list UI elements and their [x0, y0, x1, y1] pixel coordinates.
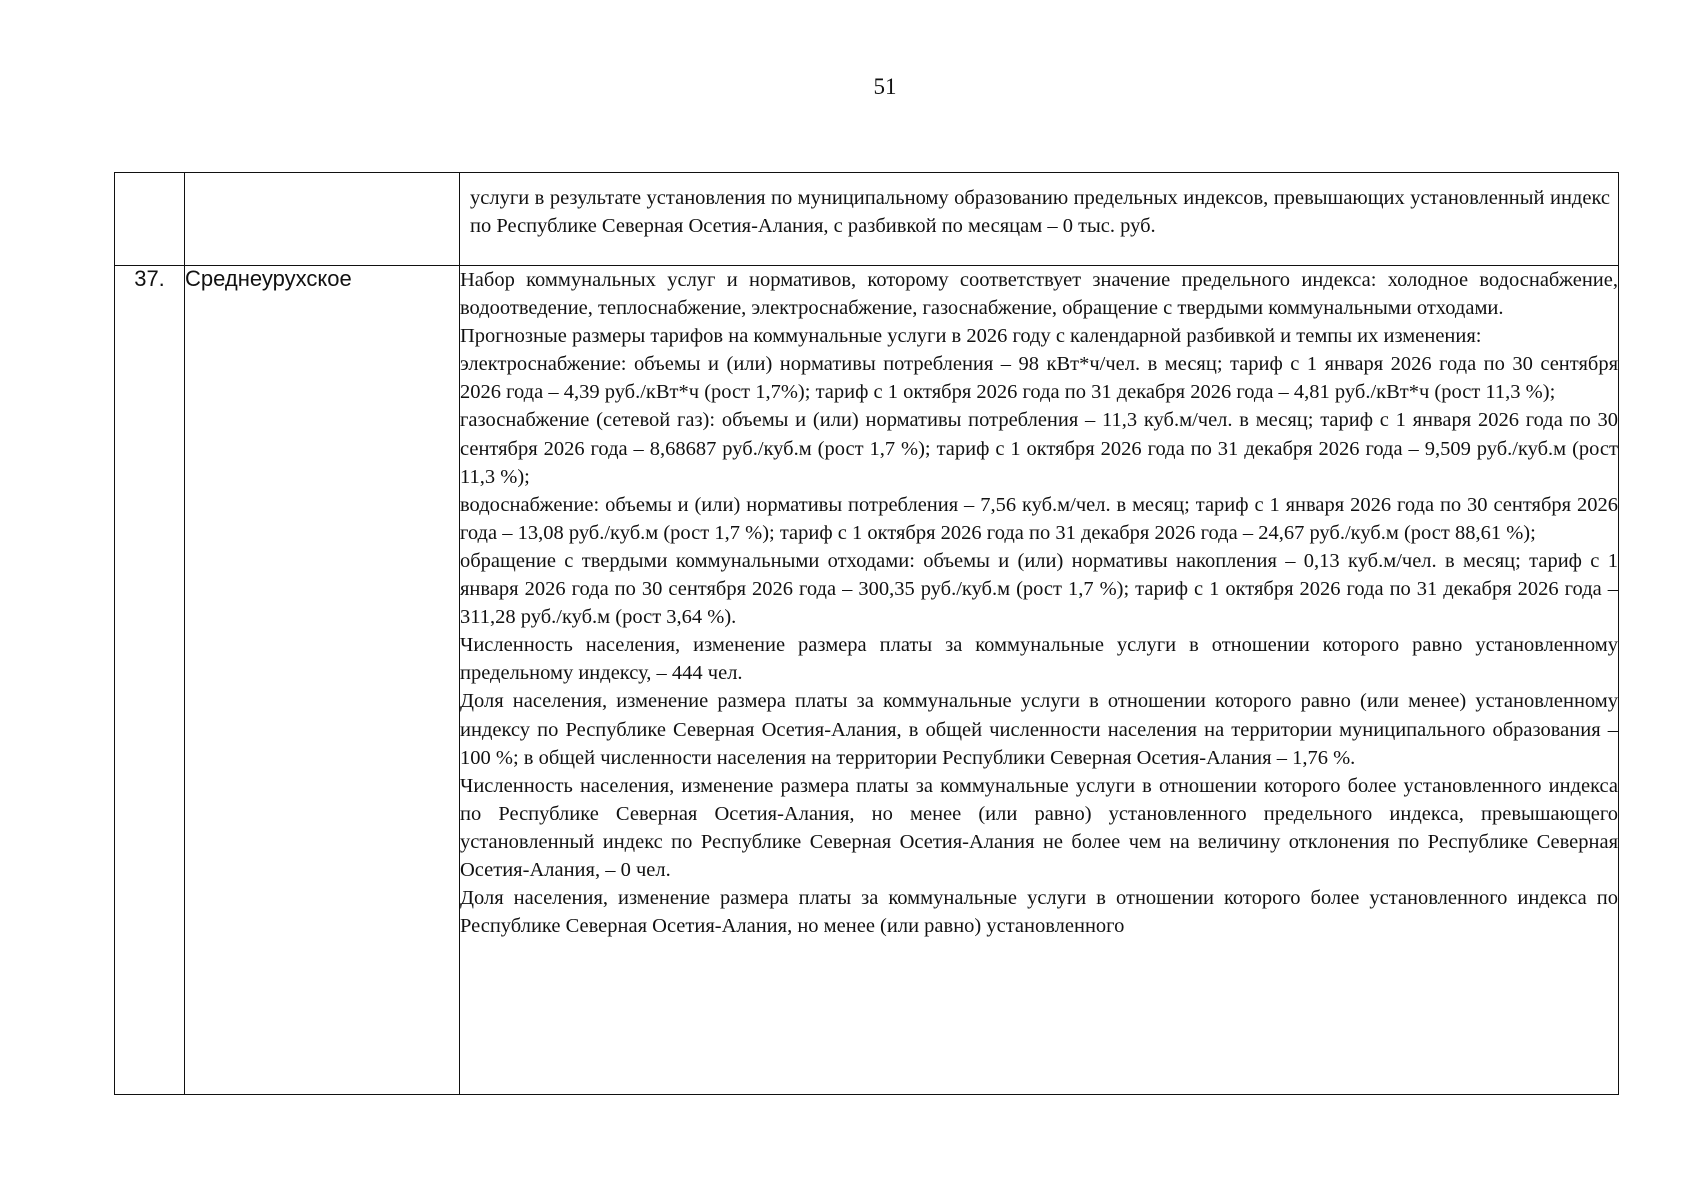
continuation-text: услуги в результате установления по муниципальному образованию предельных индексов, превышающих установленный индекс по Республике Северная Осетия-Алания, с разбивкой по месяцам – 0 тыс. руб. [470, 187, 1610, 237]
paragraph-share-above: Доля населения, изменение размера платы за коммунальные услуги в отношении которого более установленного индекса по Республике Северная Осетия-Алания, но менее (или равно) установленного [460, 887, 1618, 938]
paragraph-population-above: Численность населения, изменение размера платы за коммунальные услуги в отношении которого более установленного индекса по Республике Северная Осетия-Алания, но менее (или равно) установленного предельного индекса, превышающего установленный индекс по Республике Северная Осетия-Алания не более чем на величину отклонения по Республике Северная Осетия-Алания, – 0 чел. [460, 774, 1618, 881]
entry-description [460, 266, 1619, 1095]
table-row-entry [115, 266, 1619, 1095]
paragraph-gas: газоснабжение (сетевой газ): объемы и (или) нормативы потребления – 11,3 куб.м/чел. в месяц; тариф с 1 января 2026 года по 30 сентября 2026 года – 8,68687 руб./куб.м (рост 1,7 %); тариф с 1 октября 2026 года по 31 декабря 2026 года – 9,509 руб./куб.м (рост 11,3 %); [460, 409, 1618, 488]
entry-number: 37. [115, 266, 185, 1095]
municipality-table [114, 172, 1619, 1095]
description-cell [460, 173, 1619, 266]
municipality-name: Среднеурухское [185, 266, 460, 1095]
name-cell-empty [185, 173, 460, 266]
number-cell-empty [115, 173, 185, 266]
paragraph-electricity: электроснабжение: объемы и (или) нормативы потребления – 98 кВт*ч/чел. в месяц; тариф с 1 января 2026 года по 30 сентября 2026 года – 4,39 руб./кВт*ч (рост 1,7%); тариф с 1 октября 2026 года по 31 декабря 2026 года – 4,81 руб./кВт*ч (рост 11,3 %); [460, 353, 1618, 404]
table-row-continuation [115, 173, 1619, 266]
paragraph-tariff-forecast: Прогнозные размеры тарифов на коммунальные услуги в 2026 году с календарной разбивкой и темпы их изменения: [460, 325, 1482, 348]
paragraph-water: водоснабжение: объемы и (или) нормативы потребления – 7,56 куб.м/чел. в месяц; тариф с 1 января 2026 года по 30 сентября 2026 года – 13,08 руб./куб.м (рост 1,7 %); тариф с 1 октября 2026 года по 31 декабря 2026 года – 24,67 руб./куб.м (рост 88,61 %); [460, 493, 1618, 544]
paragraph-population-equal: Численность населения, изменение размера платы за коммунальные услуги в отношении которого равно установленному предельному индексу, – 444 чел. [460, 634, 1618, 685]
paragraph-solid-waste: обращение с твердыми коммунальными отходами: объемы и (или) нормативы накопления – 0,13 куб.м/чел. в месяц; тариф с 1 января 2026 года по 30 сентября 2026 года – 300,35 руб./куб.м (рост 1,7 %); тариф с 1 октября 2026 года по 31 декабря 2026 года –311,28 руб./куб.м (рост 3,64 %). [460, 549, 1618, 629]
paragraph-services-set: Набор коммунальных услуг и нормативов, которому соответствует значение предельного индекса: холодное водоснабжение, водоотведение, теплоснабжение, электроснабжение, газоснабжение, обращение с твердыми коммунальными отходами. [460, 269, 1618, 320]
page-number: 51 [873, 74, 897, 99]
paragraph-share-equal: Доля населения, изменение размера платы за коммунальные услуги в отношении которого равно (или менее) установленному индексу по Республике Северная Осетия-Алания, в общей численности населения на территории муниципального образования – 100 %; в общей численности населения на территории Республики Северная Осетия-Алания – 1,76 %. [460, 690, 1618, 769]
